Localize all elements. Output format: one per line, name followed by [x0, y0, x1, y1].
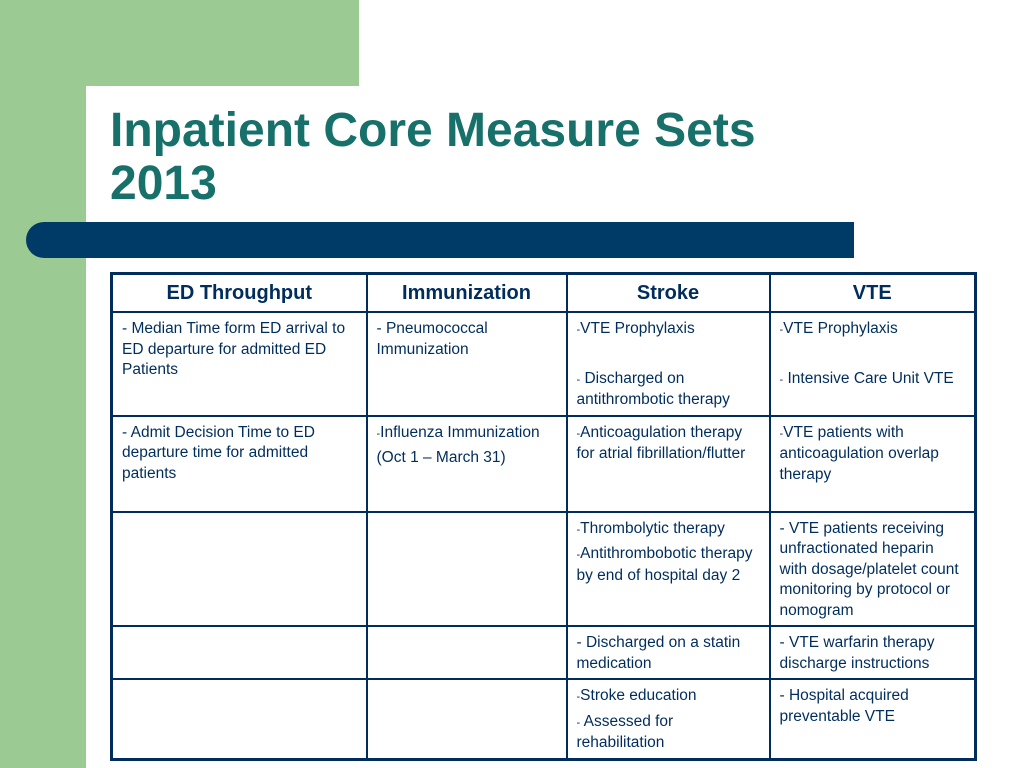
measure-text: - Discharged on a statin medication: [576, 634, 741, 672]
measure-text: - Hospital acquired preventable VTE: [779, 687, 909, 725]
measure-item: [577, 544, 760, 586]
measure-text: - Pneumococcal Immunization: [376, 320, 488, 358]
measure-item: [577, 686, 760, 708]
measure-note: (Oct 1 – March 31): [376, 449, 506, 466]
measure-text: VTE Prophylaxis: [783, 320, 898, 337]
measure-text: VTE Prophylaxis: [580, 320, 695, 337]
measure-text: Thrombolytic therapy: [580, 519, 725, 537]
bullet-dash: -: [779, 427, 784, 440]
slide-title-line-1: Inpatient Core Measure Sets: [110, 104, 756, 157]
table-cell-vte: [770, 512, 976, 627]
measure-item: [577, 712, 760, 754]
measure-text: - Admit Decision Time to ED departure time for admitted patients: [122, 423, 315, 482]
title-accent-bar: [26, 222, 854, 258]
table-cell-stroke: [567, 312, 770, 416]
table-cell-ed-throughput: [112, 512, 367, 627]
table-cell-stroke: [567, 679, 770, 759]
measure-item: [577, 423, 760, 465]
measure-text: - VTE patients receiving unfractionated heparin with dosage/platelet count monitoring by protocol or nomogram: [779, 519, 959, 619]
measure-text: Assessed for rehabilitation: [576, 712, 674, 751]
core-measures-table: [110, 272, 977, 761]
column-header-stroke: Stroke: [567, 274, 770, 313]
table-cell-stroke: [567, 416, 770, 512]
bullet-dash: -: [576, 427, 581, 440]
slide-title-line-2: 2013: [110, 157, 217, 210]
measure-text: - VTE warfarin therapy discharge instructions: [779, 634, 935, 672]
measure-text: Stroke education: [580, 687, 697, 704]
measure-text: Anticoagulation therapy for atrial fibrillation/flutter: [576, 423, 746, 462]
table-cell-immunization: [367, 679, 567, 759]
table-cell-ed-throughput: [112, 626, 367, 679]
column-header-vte: VTE: [770, 274, 976, 313]
table-cell-immunization: [367, 416, 567, 512]
table-row: [112, 312, 976, 416]
measure-text: Antithrombobotic therapy by end of hospital day 2: [576, 545, 753, 584]
spacer: [780, 341, 966, 369]
table-cell-immunization: [367, 512, 567, 627]
table-cell-vte: [770, 626, 976, 679]
measure-text: Influenza Immunization: [380, 423, 540, 441]
table-cell-ed-throughput: [112, 679, 367, 759]
table-cell-immunization: [367, 312, 567, 416]
slide-side-strip: [0, 0, 86, 768]
measure-item: [377, 423, 557, 445]
bullet-dash: -: [376, 427, 381, 440]
measure-text: - Median Time form ED arrival to ED departure for admitted ED Patients: [122, 320, 346, 378]
table-cell-vte: [770, 416, 976, 512]
bullet-dash: -: [779, 373, 784, 386]
measure-text: Discharged on antithrombotic therapy: [576, 369, 730, 408]
table-cell-stroke: [567, 512, 770, 627]
measure-item: [577, 519, 760, 541]
measure-item: [780, 319, 966, 341]
slide-title: [110, 104, 910, 210]
table-row: [112, 626, 976, 679]
measure-text: Intensive Care Unit VTE: [783, 369, 954, 387]
bullet-dash: -: [576, 549, 581, 561]
bullet-dash: -: [576, 716, 581, 729]
table-row: [112, 416, 976, 512]
column-header-immunization: Immunization: [367, 274, 567, 313]
bullet-dash: -: [576, 324, 581, 336]
measure-item: [780, 423, 966, 486]
table-cell-ed-throughput: [112, 416, 367, 512]
bullet-dash: -: [576, 691, 581, 703]
spacer: [577, 341, 760, 369]
table-cell-vte: [770, 312, 976, 416]
measure-text: VTE patients with anticoagulation overlap therapy: [779, 423, 939, 483]
measure-item: [780, 369, 966, 391]
table-cell-vte: [770, 679, 976, 759]
bullet-dash: -: [576, 373, 581, 386]
bullet-dash: -: [576, 523, 581, 536]
bullet-dash: -: [779, 324, 784, 336]
table-row: [112, 679, 976, 759]
measure-item: [577, 369, 760, 411]
table-cell-stroke: [567, 626, 770, 679]
table-row: [112, 512, 976, 627]
measure-item: [577, 319, 760, 341]
table-header-row: [112, 274, 976, 313]
table-cell-immunization: [367, 626, 567, 679]
table-cell-ed-throughput: [112, 312, 367, 416]
column-header-ed-throughput: ED Throughput: [112, 274, 367, 313]
